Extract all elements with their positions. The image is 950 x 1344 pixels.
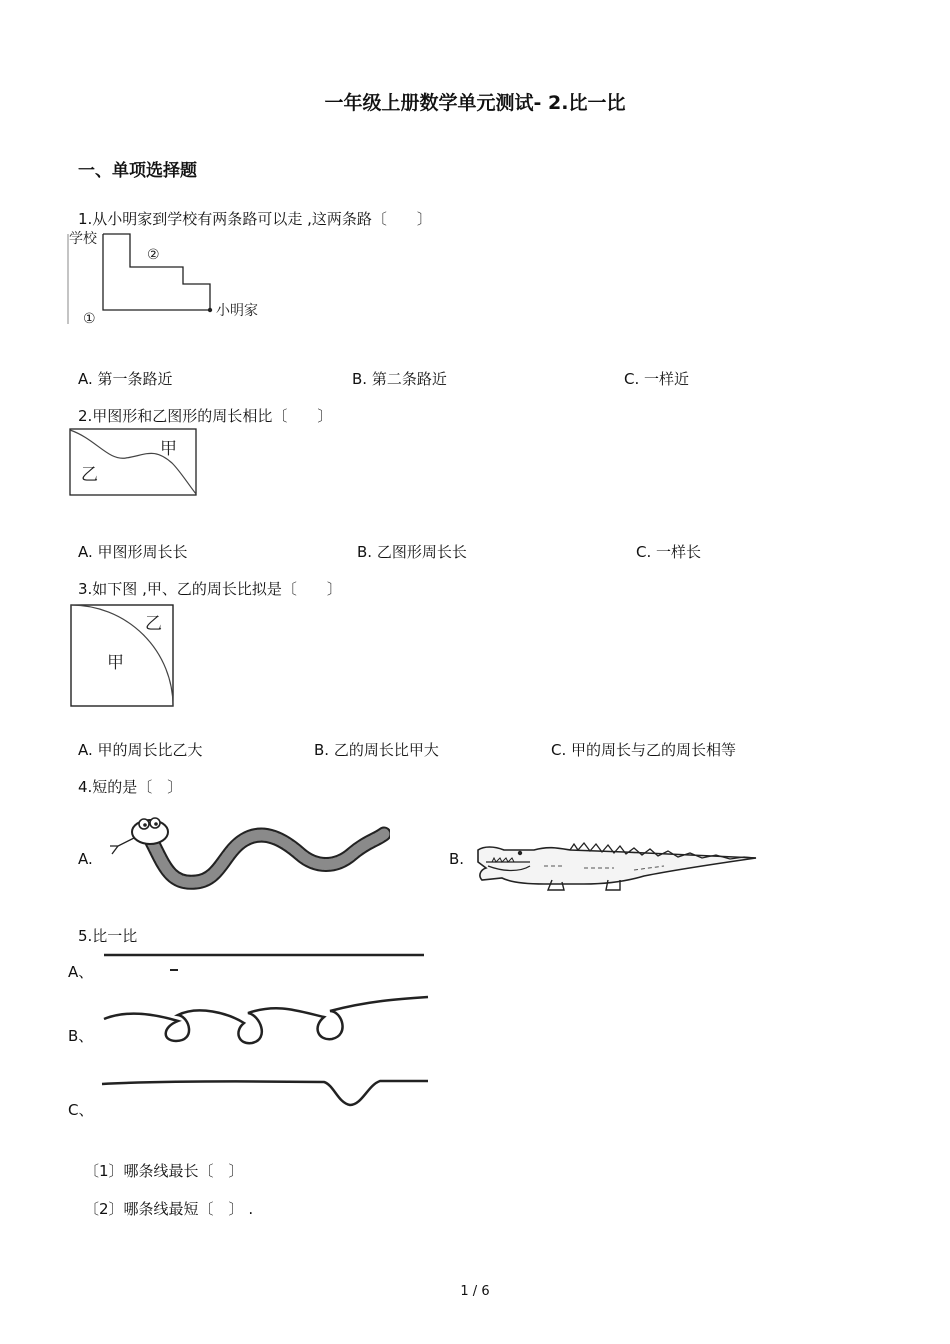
question-3-text: 3.如下图 ,甲、乙的周长比拟是〔 〕	[78, 580, 342, 598]
q3-option-a[interactable]: A. 甲的周长比乙大	[78, 741, 203, 759]
question-5-lines-figure	[98, 945, 434, 1115]
shape-a-label: 甲	[160, 439, 177, 459]
q1-option-b[interactable]: B. 第二条路近	[352, 370, 447, 388]
line-label-a: A、	[68, 963, 94, 981]
question-1-figure	[66, 226, 276, 332]
home-dot	[208, 308, 212, 312]
q3-option-b[interactable]: B. 乙的周长比甲大	[314, 741, 439, 759]
q4-option-a[interactable]: A.	[78, 850, 93, 868]
region-a-label: 甲	[107, 653, 124, 673]
sub-question-1: 〔1〕哪条线最长〔 〕	[84, 1162, 244, 1180]
q2-option-b[interactable]: B. 乙图形周长长	[357, 543, 467, 561]
q2-option-c[interactable]: C. 一样长	[636, 543, 702, 561]
question-2-text: 2.甲图形和乙图形的周长相比〔 〕	[78, 407, 333, 425]
line-c-dip	[102, 1081, 428, 1105]
line-label-b: B、	[68, 1027, 94, 1045]
sub-question-2: 〔2〕哪条线最短〔 〕 .	[84, 1200, 254, 1218]
section-heading: 一、单项选择题	[78, 161, 197, 181]
crocodile-image	[474, 836, 760, 892]
rectangle-outline	[70, 429, 196, 495]
q1-option-a[interactable]: A. 第一条路近	[78, 370, 173, 388]
question-4-text: 4.短的是〔 〕	[78, 778, 183, 796]
line-b-loops	[104, 997, 428, 1043]
q4-option-b[interactable]: B.	[449, 850, 465, 868]
route-2-path	[103, 234, 210, 310]
q3-option-c[interactable]: C. 甲的周长与乙的周长相等	[551, 741, 737, 759]
route-1-marker: ①	[83, 311, 96, 327]
document-title: 一年级上册数学单元测试- 2.比一比	[324, 92, 626, 114]
q2-option-a[interactable]: A. 甲图形周长长	[78, 543, 188, 561]
shape-b-label: 乙	[81, 465, 98, 485]
line-label-c: C、	[68, 1101, 94, 1119]
page-number: 1 / 6	[460, 1284, 490, 1299]
crocodile-eye	[518, 851, 522, 855]
q1-option-c[interactable]: C. 一样近	[624, 370, 690, 388]
region-b-label: 乙	[145, 614, 162, 634]
snake-image	[104, 810, 390, 890]
route-1-path	[103, 234, 210, 310]
question-2-figure	[68, 427, 200, 497]
route-2-marker: ②	[147, 247, 160, 263]
school-label: 学校	[69, 231, 97, 247]
snake-tongue	[110, 838, 134, 854]
home-label: 小明家	[216, 303, 258, 319]
question-1-text: 1.从小明家到学校有两条路可以走 ,这两条路〔 〕	[78, 210, 432, 228]
question-3-figure	[68, 602, 178, 710]
question-5-text: 5.比一比	[78, 927, 138, 945]
